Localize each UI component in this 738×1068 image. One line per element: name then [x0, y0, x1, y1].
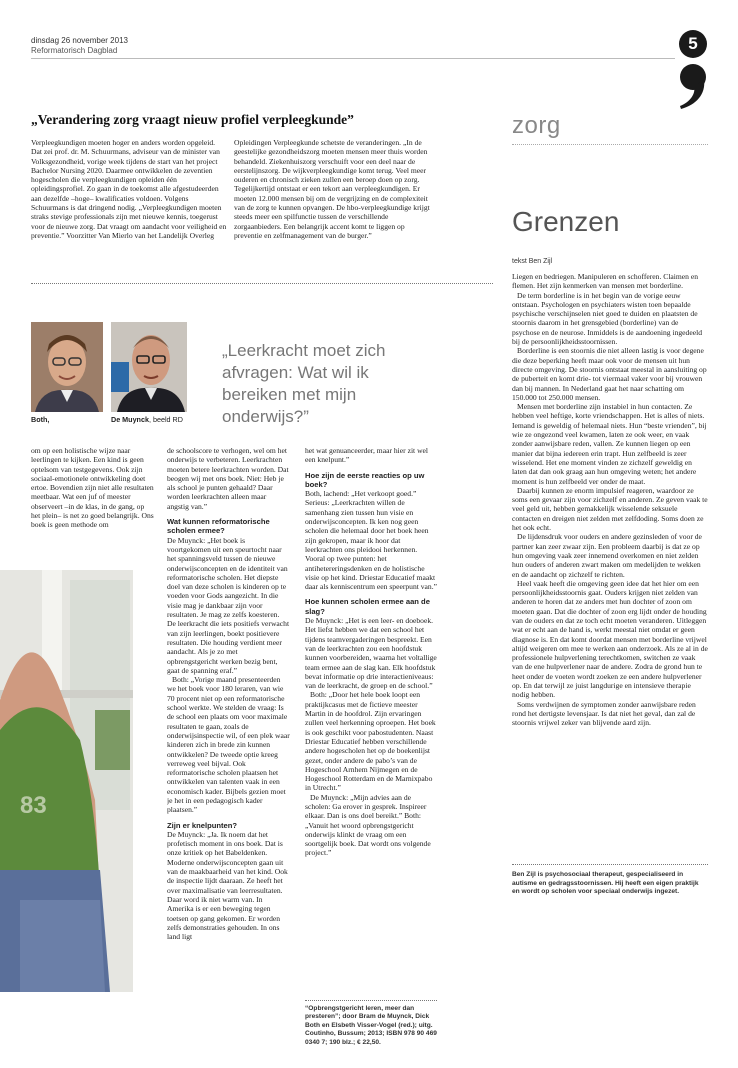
top-article-headline: „Verandering zorg vraagt nieuw profiel verpleegkunde” — [31, 112, 354, 127]
photo2-caption-wrap — [111, 415, 183, 424]
header-date: dinsdag 26 november 2013 — [31, 36, 128, 45]
column-p5: Daarbij kunnen ze enorm impulsief reageren, waardoor ze soms een gevaar zijn voor zichzelf en anderen. Ze geven vaak te veel geld uit, hebben gemakkelijk wisselende seksuele contacten en dreigen niet zelden met zelfdoding. Soms doen ze het ook echt. — [512, 485, 708, 533]
interview-col1 — [31, 446, 155, 530]
shirt-number: 83 — [20, 792, 47, 819]
photo-child — [0, 570, 133, 992]
column-p7: Heel vaak heeft die omgeving geen idee dat het hier om een persoonlijkheidsstoornis gaat. Ouders krijgen niet zelden van anderen te horen dat ze anders met hun dochter of zoon om moeten gaan. Dat die dochter of zoon erg lijdt onder de houding van de ouders en dat ze toch echt moeten veranderen. Uitleggen wat er echt aan de hand is, werkt meestal niet omdat er geen diagnose is. En dat komt doordat mensen met borderline vrijwel altijd weigeren om mee te werken aan onderzoek. Als ze al in de professionele hulpverlening terechtkomen, switchen ze vaak van de ene hulpverlener naar de andere. Zodra de grond hun te heet onder de voeten wordt zoeken ze een andere hulpverlener op. En dat terwijl ze juist langdurige en intensieve therapie nodig hebben. — [512, 578, 708, 700]
book-info-divider — [305, 1000, 437, 1001]
photo-de-muynck — [111, 322, 187, 412]
author-bio: Ben Zijl is psychosociaal therapeut, gespecialiseerd in autisme en gedragsstoornissen. Hij heeft een eigen praktijk en wordt op scholen voor speciaal onderwijs ingezet. — [512, 871, 699, 896]
interview-col2-p2: De Muynck: „Het boek is voortgekomen uit een speurtocht naar het spanningsveld tussen de nieuwe onderwijsconcepten en de identiteit van reformatorische scholen. Het diepste doel van deze scholen is kinderen op te voeden voor Gods aangezicht. In die visie mag je dankbaar zijn voor resultaten. Je mag ze zelfs koesteren. De leerkracht die iets positiefs verwacht van zijn leerlingen, boekt positievere resultaten. Die houding verdient meer aandacht. Als je zo met opbrengstgericht werken bezig bent, gaat de spanning eraf.” — [167, 535, 290, 675]
interview-col2-p4: De Muynck: „Ja. Ik noem dat het profetisch moment in ons boek. Dat is onze kritiek op het Babeldenken. Moderne onderwijsconcepten gaan uit van de maakbaarheid van het kind. Ook de inspectie lijdt daaraan. Ze heeft het over maximalisatie van leerresultaten. Daar word ik niet warm van. In Amerika is er een beweging tegen toetsen op gang gekomen. Er worden zelfs demonstraties gehouden. In ons land ligt — [167, 829, 288, 942]
top-article-col2: Opleidingen Verpleegkunde schetste de veranderingen. „In de geestelijke gezondheidszorg moeten mensen meer thuis worden behandeld. Ziekenhuiszorg verschuift voor een deel naar de eerstelijnszorg. De wijkverpleegkundige komt terug. Veel meer ouderen en chronisch zieken zullen een beroep doen op zorg. Tegelijkertijd ontstaat er een tekort aan verpleegkundigen. Er moeten 12.000 mensen bij om de vergrijzing en de complexiteit van de zorg te kunnen opvangen. De hbo-verpleegkundige krijgt steeds meer een spilfunctie tussen de verschillende zorgaanbieders. Een belangrijk accent komt te liggen op preventie en zelfmanagement van de burger.” — [234, 138, 430, 240]
interview-col3 — [305, 446, 437, 994]
author-bio-divider — [512, 864, 708, 865]
header-publication: Reformatorisch Dagblad — [31, 46, 118, 55]
column-p2: De term borderline is in het begin van de vorige eeuw ontstaan. Psychologen en psychiaters wisten toen bepaalde psychische verschijnselen niet goed te duiden en plaatsten de stoornis daarom in het grensgebied (borderline) van de psychose en de neurose. Inmiddels is de aandoening ingedeeld bij de persoonlijkheidsstoornissen. — [512, 290, 702, 347]
section-label: zorg — [512, 112, 561, 139]
header-rule — [31, 58, 675, 59]
photo-credit: , beeld RD — [148, 415, 183, 424]
book-info: “Opbrengstgericht leren, meer dan presteren”; door Bram de Muynck, Dick Both en Elsbeth Visser-Vogel (red.); uitg. Coutinho, Bussum; 2013; ISBN 978 90 469 0340 7; 190 blz.; € 22,50. — [305, 1005, 437, 1046]
pull-quote: „Leerkracht moet zich afvragen: Wat wil ik bereiken met mijn onderwijs?” — [222, 341, 386, 426]
interview-col2-p3: Both: „Vorige maand presenteerden we het boek voor 180 leraren, van wie 70 procent niet op een reformatorische school werkte. We stelden de vraag: Is de school een plaats om voor maximale resultaten te gaan, zoals de onderwijsinspectie wil, of een plek waar kinderen zich in brede zin kunnen ontwikkelen? De tweede optie kreeg verreweg veel bijval. Ook reformatorische scholen plaatsen het ontwikkelen van talenten vaak in een economisch kader. Bijbels gezien moet je het in een pedagogisch kader plaatsen.” — [167, 675, 290, 815]
top-article-col1: Verpleegkundigen moeten hoger en anders worden opgeleid. Dat zei prof. dr. M. Schuurmans, adviseur van de minister van Volksgezondheid, vorige week tijdens de start van het project Bachelor Nursing 2020. Daarmee ontwikkelen de zeventien hogescholen die verpleegkundigen opleiden één opleidingsprofiel. Zo gaan in de toekomst alle afgestudeerden aan dezelfde –hoge– kwalificaties voldoen. Volgens Schuurmans is dat dringend nodig. „Verpleegkundigen moeten straks stevige professionals zijn met nieuwe kennis, toegerust voor de nieuwe zorg. Dat vraagt om aandacht voor veiligheid en preventie.” Voorzitter Van Mierlo van het Landelijk Overleg — [31, 138, 227, 240]
comma-icon — [676, 62, 710, 110]
interview-col3-p1: het wat genuanceerder, maar hier zit wel een knelpunt.” — [305, 446, 429, 465]
photo-both — [31, 322, 103, 412]
interview-col2-p1: de schoolscore te verhogen, wel om het onderwijs te verbeteren. Leerkrachten moeten betere leerkrachten worden. Dat beogen wij met ons boek. Niet: Heb je als school je punten gehaald? Daar worden leerkrachten alleen maar angstig van.” — [167, 446, 289, 511]
page-number: 5 — [688, 34, 698, 53]
interview-col3-p2: Both, lachend: „Het verkoopt goed.” Serieus: „Leerkrachten willen de samenhang zien tussen hun visie en onderwijsconcepten. Ik ken nog geen scholen die helemaal door het boek heen zijn gekropen, maar ik hoor dat leerkrachten ons pleidooi herkennen. Vooral op twee punten: het antihetereringsdenken en de holistische visie op het kind. Driestar Educatief maakt daar als kenniscentrum een speerpunt van.” — [305, 489, 437, 592]
column-body — [512, 272, 708, 860]
question-3: Hoe zijn de eerste reacties op uw boek? — [305, 470, 425, 489]
column-p4: Mensen met borderline zijn instabiel in hun contacten. Ze hebben veel heftige, korte vriendschappen. Het is alles of niets. Iemand is geweldig of helemaal niets. Hun “beste vrienden”, bij wie ze ongezond veel kwamen, laten ze ook weer, en vaak zonder aanwijsbare reden, vallen. Ze kunnen liegen op een manier dat bijna iedereen erin trapt. Hun zelfbeeld is zeer wisselend. Het ene moment vinden ze zichzelf geweldig en laten dat dan ook graag aan hun omgeving weten; het andere moment is hun zelfbeeld ver onder de maat. — [512, 402, 707, 486]
question-2: Zijn er knelpunten? — [167, 820, 238, 830]
column-title: Grenzen — [512, 206, 620, 237]
top-article-divider — [31, 283, 493, 284]
column-p1: Liegen en bedriegen. Manipuleren en schofferen. Claimen en flemen. Het zijn kenmerken van mensen met borderline. — [512, 272, 699, 291]
interview-col3-p5: De Muynck: „Mijn advies aan de scholen: Ga erover in gesprek. Inspireer elkaar. Dan is ons doel bereikt.” Both: „Vanuit het woord opbrengstgericht onderwijs klinkt de vraag om een soortgelijk boek. Dat wordt ons volgende project.” — [305, 792, 431, 858]
question-4: Hoe kunnen scholen ermee aan de slag? — [305, 597, 430, 616]
interview-col2 — [167, 446, 290, 1046]
column-p8: Soms verdwijnen de symptomen zonder aanwijsbare reden rond het dertigste levensjaar. Is dat niet het geval, dan zal de stoornis vrijwel zeker van blijvende aard zijn. — [512, 699, 696, 728]
interview-col3-p3: De Muynck: „Het is een leer- en doeboek. Het liefst hebben we dat een school het tijdens teamvergaderingen bespreekt. Een van de leerkrachten zou een hoofdstuk kunnen voorbereiden, waarna het voltallige team ermee aan de slag kan. Elk hoofdstuk bevat informatie op drie interactieniveaus: van de leerkracht, de groep en de school.” — [305, 616, 437, 691]
column-p6: De lijdensdruk voor ouders en andere gezinsleden of voor de partner kan zeer zwaar zijn. Een probleem daarbij is dat ze op hun omgeving vaak zeer innemend overkomen en niet zelden hun ouders of anderen zwart maken om medelijden te wekken en de aandacht op zichzelf te richten. — [512, 532, 702, 579]
column-p3: Borderline is een stoornis die niet alleen lastig is voor degene die deze beperking heeft maar ook voor de mensen uit hun directe omgeving. De stoornis ontstaat meestal in aansluiting op de puberteit en komt drie- tot viermaal vaker voor bij vrouwen dan bij mannen. In Nederland gaat het naar schatting om 150.000 tot 250.000 mensen. — [512, 346, 707, 402]
photo1-caption: Both, — [31, 415, 50, 424]
column-byline: tekst Ben Zijl — [512, 258, 553, 265]
interview-col3-p4: Both: „Door het hele boek loopt een praktijkcasus met de fictieve meester Martin in de hoofdrol. Zijn ervaringen zullen veel herkenning oproepen. Het boek is ook geschikt voor pabostudenten. Naast Driestar Educatief hebben verschillende andere hogescholen het op de boekenlijst gezet, onder andere de pabo’s van de Hogeschool Arnhem Nijmegen en de Hogeschool Rotterdam en de Marnixpabo in Utrecht.” — [305, 690, 436, 793]
photo2-caption: De Muynck — [111, 415, 149, 424]
interview-col1-text: om op een holistische wijze naar leerlingen te kijken. Een kind is geen optelsom van testgegevens. Ook zijn sociaal-emotionele ontwikkeling doet ertoe. Bovendien zijn niet alle resultaten meetbaar. Wat een juf of meester observeert –in de klas, in de gang, op het plein– is net zo goed belangrijk. Ons boek is geen methode om — [31, 446, 154, 530]
section-divider — [512, 144, 708, 145]
question-1: Wat kunnen reformatorische scholen ermee? — [167, 517, 270, 536]
page-number-badge — [679, 30, 707, 58]
